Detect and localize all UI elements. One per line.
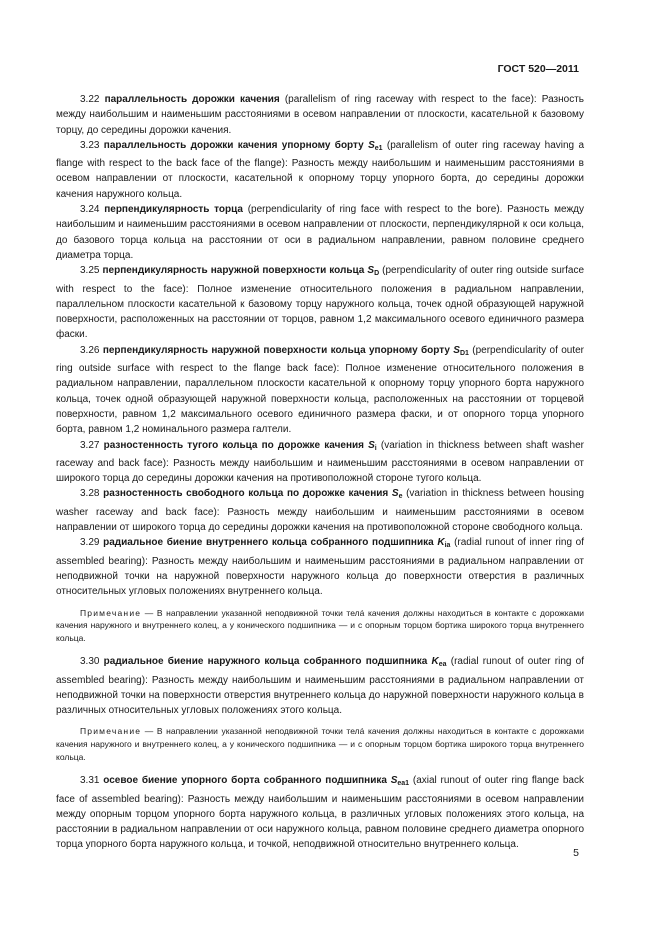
symbol: $S_D$ <box>367 265 380 278</box>
term: радиальное биение внутреннего кольца собранного подшипника <box>103 537 434 549</box>
symbol: $S_i$ <box>368 439 377 452</box>
term-paragraph <box>56 535 584 599</box>
definition: (perpendicularity of outer ring outside surface with respect to the face): Полное изменение относительного положения в радиальном направлении, параллельном плоскости касательной к базовому торцу наружного кольца, точек одной образующей наружной поверхности, расположенных на расстоянии от торцов, равном 1,2 максимального осевого единичного размера фаски. <box>56 265 585 341</box>
term-paragraph <box>56 92 584 138</box>
term-paragraph <box>56 438 584 487</box>
symbol: $K_{ea}$ <box>431 656 447 669</box>
term: разностенность тугого кольца по дорожке качения <box>103 439 364 451</box>
note-text: — В направлении указанной неподвижной точки телá качения должны находиться в контакте с дорожками качения наружного и внутреннего колец, а у конического подшипника — и с опорным торцом бортика широкого торца внутреннего кольца. <box>56 726 584 762</box>
symbol: $S_{ea1}$ <box>390 775 410 788</box>
clause-number: 3.24 <box>80 204 100 216</box>
clause-number: 3.29 <box>80 537 100 549</box>
document-id-header: ГОСТ 520—2011 <box>497 63 579 75</box>
clause-number: 3.31 <box>80 775 100 787</box>
clause-number: 3.27 <box>80 439 100 451</box>
term-paragraph <box>56 138 584 202</box>
clause-number: 3.30 <box>80 656 100 668</box>
definition: (parallelism of ring raceway with respect to the face): Разность между наибольшим и наименьшим расстояниями в осевом направлении от плоскости, касательной к базовому торцу, до середины дорожки качения. <box>56 94 585 136</box>
symbol: $K_{ia}$ <box>437 537 451 550</box>
definition: (perpendicularity of ring face with respect to the bore). Разность между наибольшим и наименьшим расстояниями в осевом направлении от плоскости, перпендикулярной к оси кольца, до базового торца кольца на расстоянии от оси в радиальном направлении, равном половине среднего диаметра торца. <box>56 204 584 261</box>
term: параллельность дорожки качения упорному борту <box>103 139 364 151</box>
term-paragraph <box>56 263 584 342</box>
symbol: $S_{D1}$ <box>453 344 469 357</box>
clause-number: 3.28 <box>80 488 100 500</box>
clause-number: 3.26 <box>80 344 100 356</box>
term-paragraph <box>56 343 584 438</box>
definition: (axial runout of outer ring flange back face of assembled bearing): Разность между наибольшим и наименьшим расстояниями в осевом направлении между опорным торцом упорного борта наружного кольца, в различных угловых положениях этого кольца, на расстоянии в радиальном направлении от оси наружного кольца, равном половине среднего диаметра опорного торца упорного борта наружного кольца, и точкой, неподвижной относительно внутреннего кольца. <box>56 775 584 851</box>
term: перпендикулярность торца <box>104 204 243 216</box>
symbol: $S_{e1}$ <box>368 139 383 152</box>
definition: (radial runout of inner ring of assembled bearing): Разность между наибольшим и наименьшим расстояниями в радиальном направлении от неподвижной точки на наружной поверхности наружного кольца до поверхности отверстия в различных относительных угловых положениях внутреннего кольца. <box>56 537 585 598</box>
term: перпендикулярность наружной поверхности кольца упорному борту <box>102 344 450 356</box>
term: перпендикулярность наружной поверхности кольца <box>102 265 365 277</box>
note <box>56 725 584 763</box>
term: осевое биение упорного борта собранного подшипника <box>103 775 387 787</box>
term: параллельность дорожки качения <box>104 94 280 105</box>
note-label: Примечание <box>80 726 142 737</box>
symbol: $S_e$ <box>391 488 403 501</box>
term: радиальное биение наружного кольца собранного подшипника <box>103 656 428 668</box>
definition: (variation in thickness between housing washer raceway and back face): Разность между наибольшим и наименьшим расстояниями в осевом направлении от широкого торца до середины дорожки качения на противоположной стороне свободного кольца. <box>56 488 585 534</box>
definition: (radial runout of outer ring of assembled bearing): Разность между наибольшим и наименьшим расстояниями в радиальном направлении от неподвижной точки на поверхности отверстия внутреннего кольца до наружной поверхности наружного кольца в различных относительных угловых положениях этого кольца. <box>56 656 584 717</box>
definition: (parallelism of outer ring raceway having a flange with respect to the back face of the flange): Разность между наибольшим и наименьшим расстояниями в осевом направлении от плоскости, касательной к опорному торцу упорного борта, до середины дорожки качения наружного кольца. <box>56 139 585 200</box>
clause-number: 3.22 <box>80 94 100 105</box>
page-number: 5 <box>573 847 579 859</box>
note-text: — В направлении указанной неподвижной точки телá качения должны находиться в контакте с дорожками качения наружного и внутреннего колец, а у конического подшипника — и с опорным торцом бортика широкого торца внутреннего кольца. <box>56 607 584 643</box>
clause-number: 3.23 <box>80 139 100 151</box>
term: разностенность свободного кольца по дорожке качения <box>103 488 389 500</box>
term-paragraph <box>56 773 584 852</box>
term-paragraph <box>56 486 584 535</box>
term-paragraph <box>56 654 584 718</box>
clause-number: 3.25 <box>80 265 100 277</box>
document-body <box>56 92 584 853</box>
definition: (perpendicularity of outer ring outside surface with respect to the flange back face): Полное изменение относительного положения в радиальном направлении, параллельном плоскости касательной к опорному торцу упорного борта наружного кольца, точек одной образующей наружной поверхности кольца, расположенных на расстоянии от торцевой поверхности, равном 1,2 максимального осевого единичного размера фаски, и от опорного торца упорного борта, равном 1,2 номинального размера галтели. <box>56 344 584 436</box>
term-paragraph <box>56 202 584 263</box>
note <box>56 607 584 645</box>
definition: (variation in thickness between shaft washer raceway and back face): Разность между наибольшим и наименьшим расстояниями в осевом направлении от широкого торца до середины дорожки качения на противоположной стороне тугого кольца. <box>56 439 584 485</box>
note-label: Примечание <box>80 607 142 618</box>
